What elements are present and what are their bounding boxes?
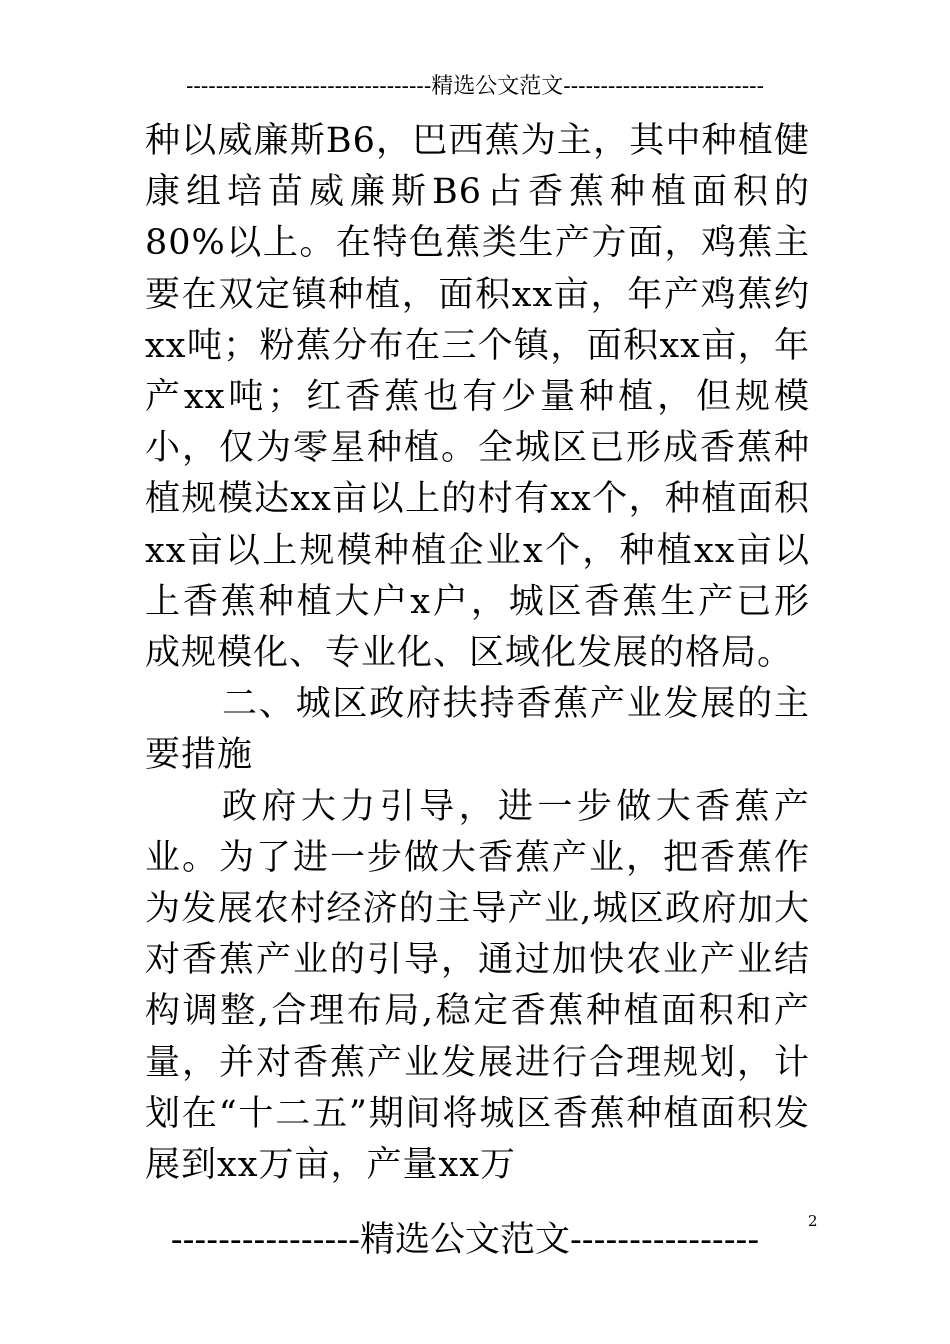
page-footer: ----------------精选公文范文---------------- (170, 1220, 760, 1260)
page-number: 2 (808, 1212, 818, 1230)
paragraph-continuation: 种以威廉斯B6，巴西蕉为主，其中种植健康组培苗威廉斯B6占香蕉种植面积的80%以上。在特色蕉类生产方面，鸡蕉主要在双定镇种植，面积xx亩，年产鸡蕉约xx吨；粉蕉分布在三个镇，面积xx亩，年产xx吨；红香蕉也有少量种植，但规模小，仅为零星种植。全城区已形成香蕉种植规模达xx亩以上的村有xx个，种植面积xx亩以上规模种植企业x个，种植xx亩以上香蕉种植大户x户，城区香蕉生产已形成规模化、专业化、区域化发展的格局。 (145, 121, 810, 674)
section-heading: 二、城区政府扶持香蕉产业发展的主要措施 (145, 684, 810, 776)
page-header: ---------------------------------精选公文范文--------------------------- (185, 74, 765, 99)
paragraph: 政府大力引导，进一步做大香蕉产业。为了进一步做大香蕉产业，把香蕉作为发展农村经济的主导产业,城区政府加大对香蕉产业的引导，通过加快农业产业结构调整,合理布局,稳定香蕉种植面积和产量，并对香蕉产业发展进行合理规划，计划在“十二五”期间将城区香蕉种植面积发展到xx万亩，产量xx万 (145, 786, 810, 1186)
document-body (145, 116, 810, 1191)
